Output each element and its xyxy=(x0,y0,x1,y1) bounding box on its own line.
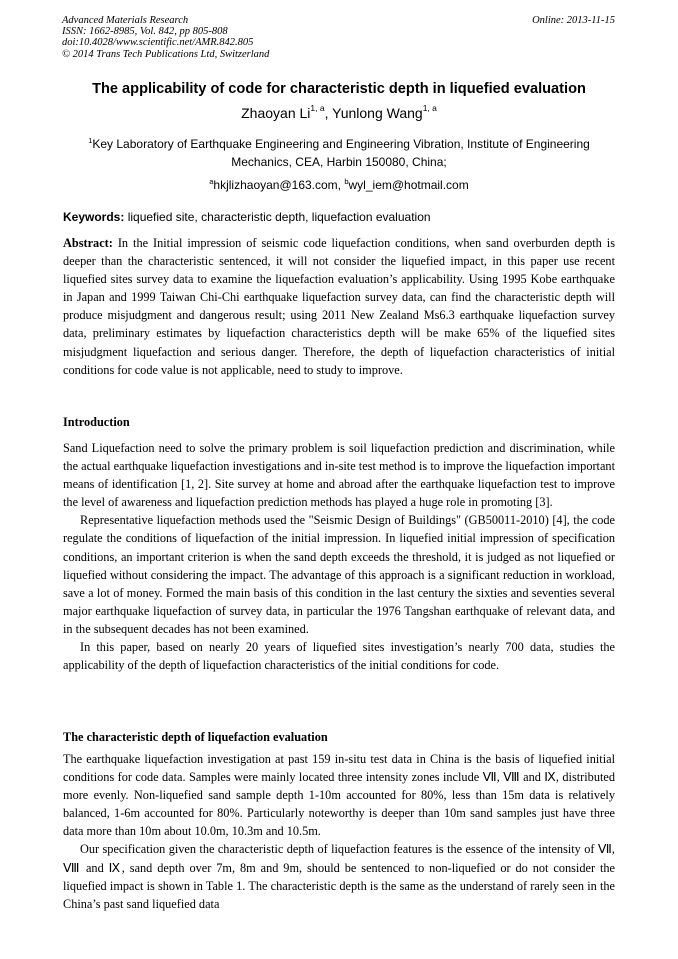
email-mark: a xyxy=(209,177,214,186)
copyright-line: © 2014 Trans Tech Publications Ltd, Switzerland xyxy=(62,48,270,60)
affiliation-mark: 1 xyxy=(88,136,93,145)
characteristic-depth-body xyxy=(63,750,615,913)
keywords-text: liquefied site, characteristic depth, liquefaction evaluation xyxy=(124,210,431,224)
keywords-label: Keywords: xyxy=(63,210,125,224)
abstract-text: In the Initial impression of seismic code liquefaction conditions, when sand overburden depth is deeper than the characteristic sentenced, it will not consider the liquefied impact, in this paper use recent liquefied sites survey data to examine the liquefaction evaluation’s applicability. Using 1995 Kobe earthquake in Japan and 1999 Taiwan Chi-Chi earthquake liquefaction survey data, can find the characteristic depth will produce misjudgment and dangerous result; using 2011 New Zealand Ms6.3 earthquake liquefaction survey data, preliminary estimates by liquefaction characteristics depth will be make 65% of the liquefied sites misjudgment liquefaction and serious danger. Therefore, the depth of liquefaction characteristics of initial conditions for code value is not applicable, need to study to improve. xyxy=(63,236,615,377)
affiliation xyxy=(60,135,618,171)
author-name: Zhaoyan Li xyxy=(241,105,311,121)
author-affiliation-mark: 1, a xyxy=(422,103,437,113)
keywords xyxy=(63,208,615,226)
email-mark: b xyxy=(344,177,349,186)
introduction-body xyxy=(63,439,615,674)
paragraph: The earthquake liquefaction investigation at past 159 in-situ test data in China is the basis of liquefied initial conditions for code data. Samples were mainly located three intensity zones include Ⅶ, Ⅷ and Ⅸ, distributed more evenly. Non-liquefied sand sample depth 1-10m accounted for 80%, less than 15m data is relatively balanced, 1-6m accounted for 80%. Particularly noteworthy is deeper than 10m sand samples just have three data more than 10m about 10.0m, 10.3m and 10.5m. xyxy=(63,752,615,839)
author-line xyxy=(40,104,638,122)
author-separator: , xyxy=(324,105,333,121)
author-affiliation-mark: 1, a xyxy=(310,103,325,113)
email-address: hkjlizhaoyan@163.com, xyxy=(213,178,345,192)
email-address: wyl_iem@hotmail.com xyxy=(348,178,469,192)
journal-name: Advanced Materials Research xyxy=(62,15,189,26)
email-line xyxy=(40,176,638,194)
issn-line: ISSN: 1662-8985, Vol. 842, pp 805-808 xyxy=(62,26,228,38)
affiliation-text: Key Laboratory of Earthquake Engineering and Engineering Vibration, Institute of Engineering Mechanics, CEA, Harbin 150080, China; xyxy=(92,137,590,169)
paragraph: Representative liquefaction methods used the "Seismic Design of Buildings" (GB50011-2010) [4], the code regulate the conditions of liquefaction of the initial impression. In liquefied initial impression of specification conditions, an important criterion is when the sand depth exceeds the threshold, it is judged as not liquefied or liquefied without considering the impact. The advantage of this approach is a significant reduction in workload, save a lot of money. Formed the main basis of this condition in the last century the sixties and seventies several major earthquake liquefaction of survey data, in particular the 1976 Tangshan earthquake of relevant data, and in the subsequent decades has not been examined. xyxy=(63,513,615,636)
paragraph: Sand Liquefaction need to solve the primary problem is soil liquefaction prediction and discrimination, while the actual earthquake liquefaction investigations and in-site test method is to improve the liquefaction important means of identification [1, 2]. Site survey at home and abroad after the earthquake liquefaction test to improve the level of awareness and liquefaction prediction methods has played a huge role in promoting [3]. xyxy=(63,441,615,510)
section-heading-introduction: Introduction xyxy=(63,415,130,429)
online-date: Online: 2013-11-15 xyxy=(532,15,615,26)
abstract-label: Abstract: xyxy=(63,236,113,250)
journal-meta xyxy=(62,15,269,60)
paragraph: In this paper, based on nearly 20 years of liquefied sites investigation’s nearly 700 data, studies the applicability of the depth of liquefaction characteristics of the initial conditions for code. xyxy=(63,640,615,673)
paper-title: The applicability of code for characteristic depth in liquefied evaluation xyxy=(92,81,586,97)
author-name: Yunlong Wang xyxy=(332,105,423,121)
paragraph: Our specification given the characteristic depth of liquefaction features is the essence of the intensity of Ⅶ, Ⅷ and Ⅸ, sand depth over 7m, 8m and 9m, should be sentenced to non-liquefied or do not consider the liquefied impact is shown in Table 1. The characteristic depth is the same as the understand of rarely seen in the China’s past sand liquefied data xyxy=(63,842,615,911)
doi-line: doi:10.4028/www.scientific.net/AMR.842.805 xyxy=(62,37,254,49)
abstract xyxy=(63,234,615,379)
section-heading-characteristic-depth: The characteristic depth of liquefaction evaluation xyxy=(63,730,328,744)
